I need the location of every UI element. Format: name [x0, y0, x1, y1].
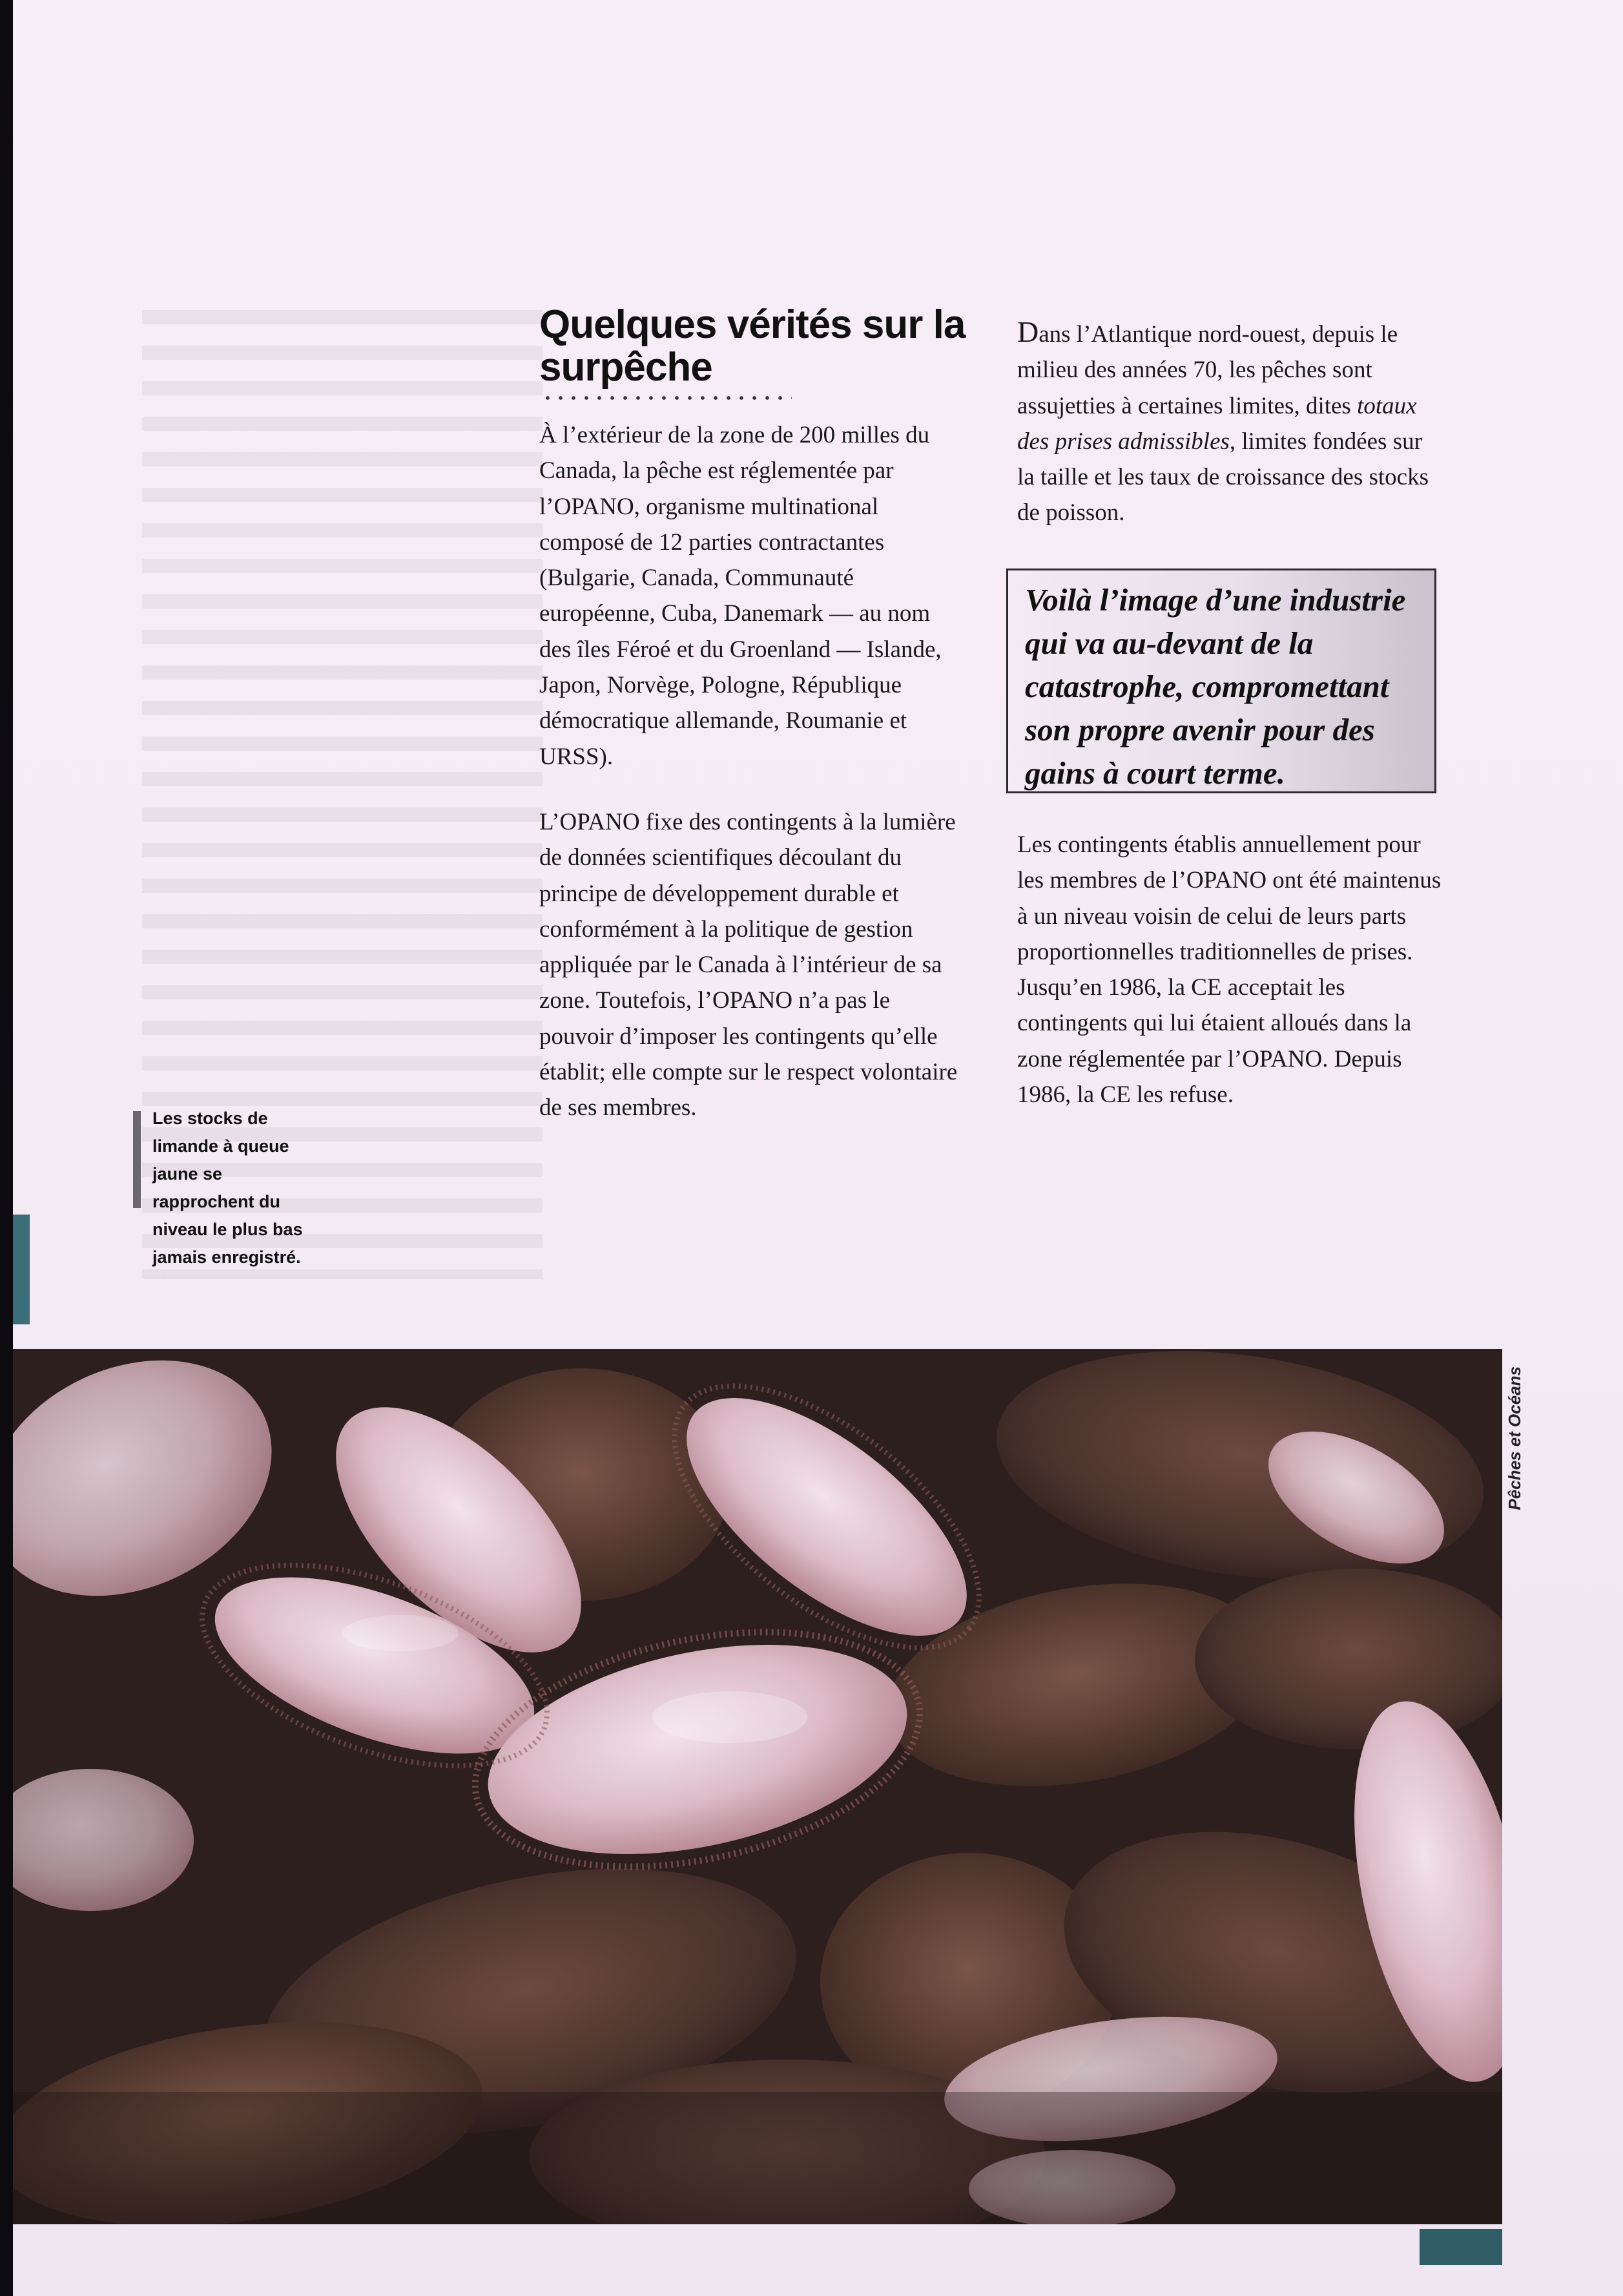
drop-cap: D [1017, 315, 1039, 348]
corner-color-block [1420, 2229, 1502, 2265]
paragraph-tac [1017, 314, 1443, 531]
paragraph-tac-part-b: , limites fondées sur la taille et les taux de croissance des stocks de poisson. [1017, 428, 1429, 527]
text-column-2 [1017, 314, 1443, 531]
magazine-page [13, 0, 1623, 2296]
paragraph-nafo-membership: À l’extérieur de la zone de 200 milles du Canada, la pêche est réglementée par l’OPANO, organisme multinational composé de 12 parties contractantes (Bulgarie, Canada, Communauté européenne, Cuba, Danemark — au nom des îles Féroé et du Groenland — Islande, Japon, Norvège, Pologne, République démocratique allemande, Roumanie et URSS). [539, 422, 942, 770]
paragraph-nafo-quotas: L’OPANO fixe des contingents à la lumière de données scientifiques découlant du principe de développement durable et conformément à la politique de gestion appliquée par le Canada à l’intérieur de sa zone. Toutefois, l’OPANO n’a pas le pouvoir d’imposer les contingents qu’elle établit; elle compte sur le respect volontaire de ses membres. [539, 808, 958, 1122]
pull-quote: Voilà l’image d’une industrie qui va au-devant de la catastrophe, compromettant son propre avenir pour des gains à court terme. [1025, 582, 1406, 791]
paragraph-tac-emphasis: totaux des prises admissibles [1017, 392, 1417, 455]
photo-credit: Pêches et Océans [1505, 1366, 1524, 1510]
article-heading: Quelques vérités sur la surpêche [539, 302, 966, 390]
photo-caption: Les stocks de limande à queue jaune se rapprochent du niveau le plus bas jamais enregistré. [152, 1109, 303, 1267]
text-column-3 [1017, 827, 1443, 1112]
text-column-1 [539, 417, 959, 1126]
fish-pile-illustration [13, 1349, 1502, 2224]
paragraph-ec-quotas: Les contingents établis annuellement pour les membres de l’OPANO ont été maintenus à un niveau voisin de celui de leurs parts proportionnelles traditionnelles de prises. Jusqu’en 1986, la CE acceptait les contingents qui lui étaient alloués dans la zone réglementée par l’OPANO. Depuis 1986, la CE les refuse. [1017, 831, 1442, 1109]
dotted-rule [541, 395, 792, 401]
paragraph-tac-part-a: ans l’Atlantique nord-ouest, depuis le milieu des années 70, les pêches sont assujetties à certaines limites, dites [1017, 321, 1398, 419]
flatfish-photo [13, 1349, 1502, 2224]
edge-color-mark [13, 1215, 30, 1324]
pull-quote-box [1006, 569, 1436, 793]
caption-rule [133, 1111, 141, 1208]
